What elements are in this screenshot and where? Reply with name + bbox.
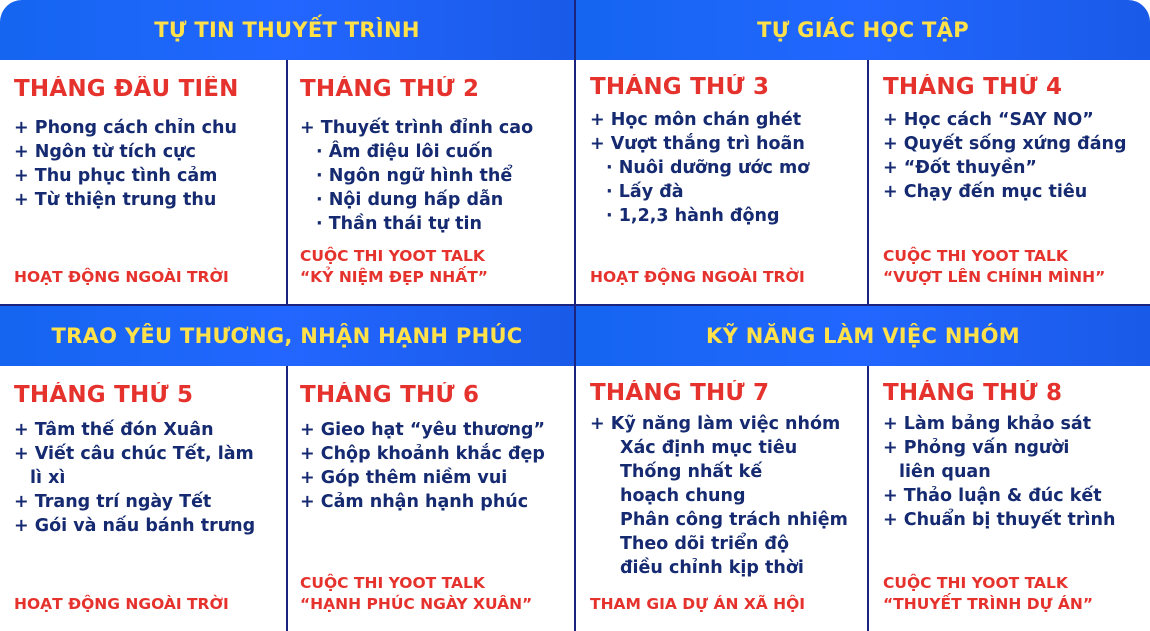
month-card-6: [300, 382, 584, 622]
activity-subitem: Xác định mục tiêu: [620, 438, 798, 458]
activity-subitem: · Nội dung hấp dẫn: [316, 190, 504, 210]
activity-subitem: · Ngôn ngữ hình thể: [316, 166, 513, 186]
activity-item: + Thu phục tình cảm: [14, 166, 218, 186]
month-card-3: [590, 74, 874, 296]
activity-item: + “Đốt thuyền”: [883, 158, 1037, 178]
activity-subitem: Thống nhất kế: [620, 462, 763, 482]
activity-subitem: · Nuôi dưỡng ước mơ: [606, 158, 810, 178]
month-card-8: [883, 380, 1148, 622]
month-title: THÁNG ĐẦU TIÊN: [14, 76, 239, 102]
activity-subitem: · Lấy đà: [606, 182, 684, 202]
activity-item: + Chuẩn bị thuyết trình: [883, 510, 1116, 530]
month-title: THÁNG THỨ 3: [590, 74, 770, 100]
event-label: HOẠT ĐỘNG NGOÀI TRỜI: [14, 268, 229, 286]
activity-subitem: Phân công trách nhiệm: [620, 510, 848, 530]
activity-item: + Gói và nấu bánh trưng: [14, 516, 256, 536]
activity-item: + Chạy đến mục tiêu: [883, 182, 1088, 202]
month-title: THÁNG THỨ 6: [300, 382, 480, 408]
activity-item: + Phong cách chỉn chu: [14, 118, 237, 138]
month-card-4: [883, 74, 1148, 296]
event-label: CUỘC THI YOOT TALK: [300, 247, 485, 265]
event-label: HOẠT ĐỘNG NGOÀI TRỜI: [14, 595, 229, 613]
event-label: HOẠT ĐỘNG NGOÀI TRỜI: [590, 268, 805, 286]
event-label: “HẠNH PHÚC NGÀY XUÂN”: [300, 595, 533, 613]
month-title: THÁNG THỨ 8: [883, 380, 1063, 406]
section-header-trao-yeu-thuong: TRAO YÊU THƯƠNG, NHẬN HẠNH PHÚC: [0, 306, 574, 366]
month-title: THÁNG THỨ 7: [590, 380, 770, 406]
month-title: THÁNG THỨ 4: [883, 74, 1063, 100]
activity-item: + Trang trí ngày Tết: [14, 492, 212, 512]
activity-item: + Tâm thế đón Xuân: [14, 420, 214, 440]
activity-item: + Kỹ năng làm việc nhóm: [590, 414, 841, 434]
activity-subitem: · Thần thái tự tin: [316, 214, 482, 234]
activity-item: + Thảo luận & đúc kết: [883, 486, 1102, 506]
month-title: THÁNG THỨ 5: [14, 382, 194, 408]
activity-item: + Góp thêm niềm vui: [300, 468, 508, 488]
event-label: CUỘC THI YOOT TALK: [883, 247, 1068, 265]
month-card-2: [300, 76, 584, 296]
section-header-tu-tin-thuyet-trinh: TỰ TIN THUYẾT TRÌNH: [0, 0, 574, 60]
activity-item: + Ngôn từ tích cực: [14, 142, 196, 162]
month-card-1: [14, 76, 298, 296]
event-label: THAM GIA DỰ ÁN XÃ HỘI: [590, 595, 806, 613]
activity-subitem: · 1,2,3 hành động: [606, 206, 780, 226]
row-divider: [0, 304, 1150, 306]
activity-item: + Cảm nhận hạnh phúc: [300, 492, 529, 512]
section-header-tu-giac-hoc-tap: TỰ GIÁC HỌC TẬP: [576, 0, 1150, 60]
activity-item: + Quyết sống xứng đáng: [883, 134, 1127, 154]
month-card-5: [14, 382, 298, 622]
activity-subitem: Theo dõi triển độ: [620, 534, 789, 554]
activity-item: + Thuyết trình đỉnh cao: [300, 118, 534, 138]
activity-subitem: · Âm điệu lôi cuốn: [316, 142, 493, 162]
activity-item: + Từ thiện trung thu: [14, 190, 217, 210]
activity-item: + Chộp khoảnh khắc đẹp: [300, 444, 545, 464]
activity-item: + Vượt thắng trì hoãn: [590, 134, 805, 154]
event-label: “VƯỢT LÊN CHÍNH MÌNH”: [883, 268, 1106, 286]
event-label: CUỘC THI YOOT TALK: [300, 574, 485, 592]
month-title: THÁNG THỨ 2: [300, 76, 480, 102]
event-label: “KỶ NIỆM ĐẸP NHẤT”: [300, 268, 488, 286]
event-label: CUỘC THI YOOT TALK: [883, 574, 1068, 592]
month-card-7: [590, 380, 866, 622]
activity-item: + Viết câu chúc Tết, làm: [14, 444, 254, 464]
activity-item: + Phỏng vấn người: [883, 438, 1070, 458]
activity-item: + Làm bảng khảo sát: [883, 414, 1092, 434]
activity-item: + Học môn chán ghét: [590, 110, 802, 130]
column-divider: [867, 366, 869, 631]
activity-item: + Học cách “SAY NO”: [883, 110, 1094, 130]
activity-subitem: hoạch chung: [620, 486, 746, 506]
event-label: “THUYẾT TRÌNH DỰ ÁN”: [883, 595, 1094, 613]
activity-item-continuation: liên quan: [899, 462, 991, 482]
section-header-ky-nang-lam-viec-nhom: KỸ NĂNG LÀM VIỆC NHÓM: [576, 306, 1150, 366]
activity-item-continuation: lì xì: [30, 468, 66, 488]
activity-subitem: điều chỉnh kịp thời: [620, 558, 804, 578]
activity-item: + Gieo hạt “yêu thương”: [300, 420, 545, 440]
